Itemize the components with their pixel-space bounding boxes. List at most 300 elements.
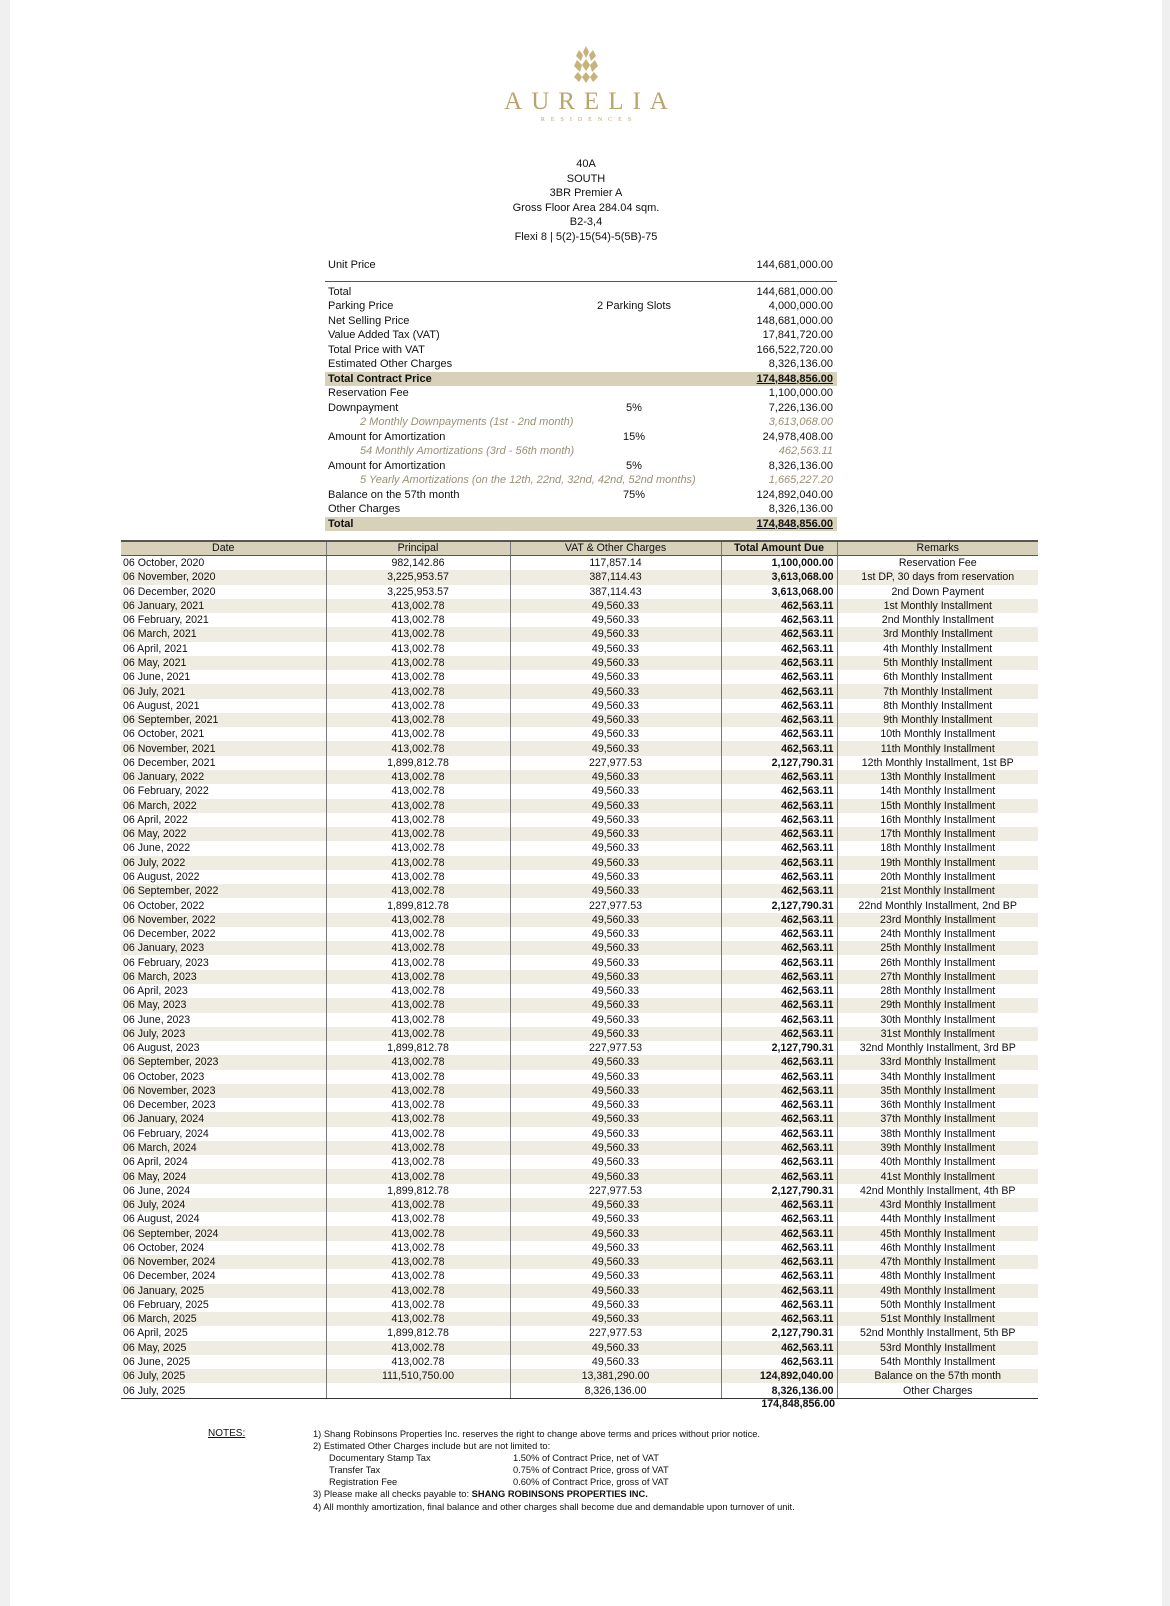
summary-label: Parking Price bbox=[328, 300, 394, 312]
row-remarks: 9th Monthly Installment bbox=[837, 713, 1038, 727]
row-total: 2,127,790.31 bbox=[721, 1184, 837, 1198]
row-principal: 413,002.78 bbox=[326, 1070, 510, 1084]
row-date: 06 September, 2024 bbox=[121, 1226, 326, 1240]
row-vat: 49,560.33 bbox=[510, 727, 721, 741]
summary-label: Value Added Tax (VAT) bbox=[328, 329, 440, 341]
row-total: 2,127,790.31 bbox=[721, 1326, 837, 1340]
summary-row bbox=[325, 285, 837, 300]
row-remarks: 37th Monthly Installment bbox=[837, 1112, 1038, 1126]
row-remarks: 3rd Monthly Installment bbox=[837, 627, 1038, 641]
row-vat: 49,560.33 bbox=[510, 941, 721, 955]
row-remarks: 8th Monthly Installment bbox=[883, 699, 993, 712]
header-date: Date bbox=[121, 541, 326, 556]
row-principal: 413,002.78 bbox=[326, 884, 510, 898]
table-row bbox=[121, 1255, 1038, 1269]
row-remarks: 50th Monthly Installment bbox=[880, 1298, 996, 1311]
row-remarks: 23rd Monthly Installment bbox=[837, 913, 1038, 927]
row-vat: 49,560.33 bbox=[510, 998, 721, 1012]
table-row bbox=[121, 970, 1038, 984]
row-total: 462,563.11 bbox=[721, 1255, 837, 1269]
summary-row bbox=[325, 459, 837, 474]
row-vat: 49,560.33 bbox=[510, 856, 721, 870]
row-date: 06 August, 2024 bbox=[121, 1212, 326, 1226]
row-vat: 49,560.33 bbox=[510, 1255, 721, 1269]
row-remarks: 10th Monthly Installment bbox=[880, 728, 996, 741]
table-row bbox=[121, 870, 1038, 884]
row-vat: 227,977.53 bbox=[510, 898, 721, 912]
row-total: 462,563.11 bbox=[721, 613, 837, 627]
row-principal: 413,002.78 bbox=[326, 941, 510, 955]
brand-name: AURELIA bbox=[504, 88, 677, 115]
unit-scheme: Flexi 8 | 5(2)-15(54)-5(5B)-75 bbox=[514, 230, 658, 243]
row-total: 462,563.11 bbox=[721, 799, 837, 813]
row-date: 06 June, 2022 bbox=[121, 841, 326, 855]
notes bbox=[313, 1428, 795, 1513]
row-principal: 413,002.78 bbox=[326, 1226, 510, 1240]
row-principal: 413,002.78 bbox=[326, 1241, 510, 1255]
row-remarks: 17th Monthly Installment bbox=[837, 827, 1038, 841]
row-date: 06 April, 2022 bbox=[121, 813, 326, 827]
row-total: 462,563.11 bbox=[721, 827, 837, 841]
unit-number: 40A bbox=[576, 158, 596, 170]
row-date: 06 February, 2022 bbox=[121, 784, 326, 798]
summary-value: 174,848,856.00 bbox=[756, 372, 833, 385]
row-total: 462,563.11 bbox=[721, 998, 837, 1012]
row-remarks: 11th Monthly Installment bbox=[837, 741, 1038, 755]
table-row bbox=[121, 1212, 1038, 1226]
row-vat: 49,560.33 bbox=[510, 1070, 721, 1084]
summary-row bbox=[325, 517, 837, 532]
table-row bbox=[121, 984, 1038, 998]
row-date: 06 January, 2021 bbox=[121, 599, 326, 613]
row-principal: 413,002.78 bbox=[326, 1198, 510, 1212]
row-date: 06 February, 2025 bbox=[121, 1298, 326, 1312]
table-row bbox=[121, 656, 1038, 670]
row-total: 462,563.11 bbox=[721, 1084, 837, 1098]
row-remarks: 2nd Monthly Installment bbox=[881, 614, 994, 627]
row-principal: 3,225,953.57 bbox=[326, 585, 510, 599]
row-total: 462,563.11 bbox=[721, 1284, 837, 1298]
row-total: 462,563.11 bbox=[721, 1141, 837, 1155]
row-total: 462,563.11 bbox=[721, 1212, 837, 1226]
summary-row bbox=[325, 430, 837, 445]
row-vat: 49,560.33 bbox=[510, 1127, 721, 1141]
row-total: 462,563.11 bbox=[721, 741, 837, 755]
summary-label: Net Selling Price bbox=[328, 314, 410, 327]
row-remarks: 52nd Monthly Installment, 5th BP bbox=[860, 1327, 1016, 1340]
row-principal: 413,002.78 bbox=[326, 642, 510, 656]
unit-parking: B2-3,4 bbox=[569, 216, 603, 229]
row-principal: 413,002.78 bbox=[326, 1013, 510, 1027]
row-date: 06 July, 2023 bbox=[121, 1027, 326, 1041]
summary-row bbox=[325, 488, 837, 503]
summary-label: Estimated Other Charges bbox=[328, 358, 453, 370]
table-row bbox=[121, 699, 1038, 713]
row-principal: 413,002.78 bbox=[326, 984, 510, 998]
row-total: 2,127,790.31 bbox=[721, 756, 837, 770]
row-remarks: 19th Monthly Installment bbox=[837, 856, 1038, 870]
row-vat: 49,560.33 bbox=[510, 1098, 721, 1112]
row-remarks: 28th Monthly Installment bbox=[880, 985, 996, 998]
row-principal: 413,002.78 bbox=[326, 599, 510, 613]
schedule-header-row bbox=[121, 541, 1038, 556]
row-principal: 413,002.78 bbox=[326, 1269, 510, 1283]
row-principal: 413,002.78 bbox=[326, 684, 510, 698]
row-total: 462,563.11 bbox=[721, 1055, 837, 1069]
row-total: 462,563.11 bbox=[721, 856, 837, 870]
row-date: 06 March, 2024 bbox=[121, 1141, 326, 1155]
row-total: 462,563.11 bbox=[721, 642, 837, 656]
logo bbox=[10, 44, 1162, 123]
row-total: 462,563.11 bbox=[721, 884, 837, 898]
row-principal: 413,002.78 bbox=[326, 856, 510, 870]
summary-value: 8,326,136.00 bbox=[768, 459, 833, 472]
row-remarks: 30th Monthly Installment bbox=[880, 1013, 996, 1026]
row-remarks: 53rd Monthly Installment bbox=[837, 1341, 1038, 1355]
row-remarks: 39th Monthly Installment bbox=[837, 1141, 1038, 1155]
table-row bbox=[121, 1383, 1038, 1398]
table-row bbox=[121, 1127, 1038, 1141]
summary-value: 1,100,000.00 bbox=[768, 387, 833, 399]
row-principal: 413,002.78 bbox=[326, 1098, 510, 1112]
grand-total: 174,848,856.00 bbox=[761, 1398, 835, 1410]
table-row bbox=[121, 998, 1038, 1012]
row-date: 06 May, 2021 bbox=[121, 656, 326, 670]
table-row bbox=[121, 1041, 1038, 1055]
row-principal: 413,002.78 bbox=[326, 970, 510, 984]
row-date: 06 January, 2023 bbox=[121, 941, 326, 955]
table-row bbox=[121, 642, 1038, 656]
row-vat: 49,560.33 bbox=[510, 1141, 721, 1155]
row-date: 06 March, 2022 bbox=[121, 799, 326, 813]
row-principal: 413,002.78 bbox=[326, 1169, 510, 1183]
table-row bbox=[121, 1326, 1038, 1340]
row-principal: 413,002.78 bbox=[326, 913, 510, 927]
row-principal: 413,002.78 bbox=[326, 799, 510, 813]
summary-label: Total bbox=[328, 285, 352, 298]
row-vat: 227,977.53 bbox=[510, 1041, 721, 1055]
summary-value: 8,326,136.00 bbox=[768, 358, 833, 370]
row-total: 462,563.11 bbox=[721, 1226, 837, 1240]
row-remarks: 33rd Monthly Installment bbox=[837, 1055, 1038, 1069]
row-vat: 49,560.33 bbox=[510, 841, 721, 855]
row-remarks: 2nd Down Payment bbox=[891, 585, 984, 598]
row-date: 06 April, 2025 bbox=[121, 1326, 326, 1340]
row-remarks: 38th Monthly Installment bbox=[880, 1127, 996, 1140]
row-principal: 413,002.78 bbox=[326, 699, 510, 713]
row-vat: 13,381,290.00 bbox=[510, 1369, 721, 1383]
summary-value: 174,848,856.00 bbox=[756, 517, 833, 530]
summary-row bbox=[325, 473, 837, 488]
row-principal: 1,899,812.78 bbox=[326, 1326, 510, 1340]
summary-value: 7,226,136.00 bbox=[768, 401, 833, 414]
row-remarks: 21st Monthly Installment bbox=[837, 884, 1038, 898]
row-remarks: 24th Monthly Installment bbox=[880, 928, 996, 941]
summary-percent: 2 Parking Slots bbox=[597, 300, 671, 312]
summary-rows bbox=[325, 285, 837, 532]
summary-label: Balance on the 57th month bbox=[328, 488, 460, 501]
summary-sublabel: 5 Yearly Amortizations (on the 12th, 22nd, 32nd, 42nd, 52nd months) bbox=[360, 474, 696, 486]
row-remarks: 15th Monthly Installment bbox=[837, 799, 1038, 813]
table-row bbox=[121, 1055, 1038, 1069]
aurelia-leaf-icon bbox=[568, 44, 604, 84]
row-total: 462,563.11 bbox=[721, 841, 837, 855]
table-row bbox=[121, 1226, 1038, 1240]
table-row bbox=[121, 570, 1038, 584]
row-total: 462,563.11 bbox=[721, 1298, 837, 1312]
row-principal bbox=[326, 1383, 510, 1398]
row-date: 06 December, 2021 bbox=[121, 756, 326, 770]
row-vat: 49,560.33 bbox=[510, 799, 721, 813]
row-date: 06 March, 2023 bbox=[121, 970, 326, 984]
row-total: 2,127,790.31 bbox=[721, 1041, 837, 1055]
table-row bbox=[121, 1155, 1038, 1169]
summary-percent: 5% bbox=[626, 459, 642, 472]
row-remarks: 35th Monthly Installment bbox=[837, 1084, 1038, 1098]
row-vat: 49,560.33 bbox=[510, 1084, 721, 1098]
row-total: 462,563.11 bbox=[721, 1341, 837, 1355]
table-row bbox=[121, 1169, 1038, 1183]
row-vat: 49,560.33 bbox=[510, 1269, 721, 1283]
row-date: 06 July, 2022 bbox=[121, 856, 326, 870]
summary-value: 144,681,000.00 bbox=[756, 259, 833, 271]
summary-row bbox=[325, 415, 837, 430]
row-remarks: 13th Monthly Installment bbox=[837, 770, 1038, 784]
unit-info bbox=[10, 157, 1162, 245]
row-date: 06 July, 2024 bbox=[121, 1198, 326, 1212]
row-vat: 49,560.33 bbox=[510, 884, 721, 898]
row-total: 462,563.11 bbox=[721, 1112, 837, 1126]
row-date: 06 May, 2023 bbox=[121, 998, 326, 1012]
row-total: 462,563.11 bbox=[721, 627, 837, 641]
row-vat: 49,560.33 bbox=[510, 1341, 721, 1355]
row-total: 462,563.11 bbox=[721, 1198, 837, 1212]
row-date: 06 October, 2024 bbox=[121, 1241, 326, 1255]
row-total: 462,563.11 bbox=[721, 1312, 837, 1326]
row-vat: 49,560.33 bbox=[510, 627, 721, 641]
row-total: 462,563.11 bbox=[721, 870, 837, 884]
note-1: 1) Shang Robinsons Properties Inc. reserves the right to change above terms and prices without prior notice. bbox=[313, 1429, 761, 1439]
row-total: 2,127,790.31 bbox=[721, 898, 837, 912]
row-principal: 413,002.78 bbox=[326, 1055, 510, 1069]
row-vat: 49,560.33 bbox=[510, 1013, 721, 1027]
row-principal: 413,002.78 bbox=[326, 1112, 510, 1126]
charge-value: 0.75% of Contract Price, gross of VAT bbox=[513, 1465, 669, 1476]
row-vat: 49,560.33 bbox=[510, 670, 721, 684]
table-row bbox=[121, 713, 1038, 727]
row-remarks: 7th Monthly Installment bbox=[837, 684, 1038, 698]
table-row bbox=[121, 1284, 1038, 1298]
row-vat: 387,114.43 bbox=[510, 585, 721, 599]
row-principal: 413,002.78 bbox=[326, 1255, 510, 1269]
row-date: 06 June, 2023 bbox=[121, 1013, 326, 1027]
table-row bbox=[121, 1198, 1038, 1212]
row-remarks: 45th Monthly Installment bbox=[837, 1226, 1038, 1240]
row-date: 06 August, 2022 bbox=[121, 870, 326, 884]
table-row bbox=[121, 941, 1038, 955]
row-principal: 3,225,953.57 bbox=[326, 570, 510, 584]
table-row bbox=[121, 884, 1038, 898]
price-summary bbox=[325, 258, 837, 531]
row-total: 462,563.11 bbox=[721, 970, 837, 984]
row-date: 06 January, 2022 bbox=[121, 770, 326, 784]
row-total: 462,563.11 bbox=[721, 1355, 837, 1369]
summary-label: Total Contract Price bbox=[328, 372, 432, 385]
table-row bbox=[121, 1070, 1038, 1084]
row-date: 06 April, 2021 bbox=[121, 642, 326, 656]
summary-row bbox=[325, 314, 837, 329]
row-remarks: 32nd Monthly Installment, 3rd BP bbox=[859, 1042, 1016, 1055]
row-remarks: Reservation Fee bbox=[898, 557, 977, 570]
row-vat: 49,560.33 bbox=[510, 784, 721, 798]
table-row bbox=[121, 556, 1038, 571]
table-row bbox=[121, 627, 1038, 641]
table-row bbox=[121, 741, 1038, 755]
row-remarks: Balance on the 57th month bbox=[837, 1369, 1038, 1383]
row-total: 462,563.11 bbox=[721, 941, 837, 955]
row-date: 06 October, 2021 bbox=[121, 727, 326, 741]
summary-row bbox=[325, 401, 837, 416]
row-date: 06 October, 2023 bbox=[121, 1070, 326, 1084]
row-total: 462,563.11 bbox=[721, 784, 837, 798]
table-row bbox=[121, 784, 1038, 798]
table-row bbox=[121, 955, 1038, 969]
table-row bbox=[121, 684, 1038, 698]
row-date: 06 January, 2025 bbox=[121, 1284, 326, 1298]
row-vat: 49,560.33 bbox=[510, 813, 721, 827]
summary-label: Total bbox=[328, 517, 354, 530]
row-date: 06 February, 2021 bbox=[121, 613, 326, 627]
table-row bbox=[121, 1341, 1038, 1355]
summary-value: 148,681,000.00 bbox=[756, 314, 833, 327]
row-date: 06 July, 2025 bbox=[121, 1383, 326, 1398]
table-row bbox=[121, 613, 1038, 627]
row-date: 06 March, 2025 bbox=[121, 1312, 326, 1326]
row-remarks: 40th Monthly Installment bbox=[880, 1156, 996, 1169]
row-vat: 49,560.33 bbox=[510, 699, 721, 713]
charge-item bbox=[313, 1452, 795, 1464]
row-date: 06 November, 2021 bbox=[121, 741, 326, 755]
summary-label: Unit Price bbox=[328, 259, 376, 271]
schedule-body bbox=[121, 556, 1038, 1399]
summary-percent: 15% bbox=[622, 430, 646, 443]
row-remarks: 34th Monthly Installment bbox=[880, 1070, 996, 1083]
table-row bbox=[121, 841, 1038, 855]
summary-value: 124,892,040.00 bbox=[756, 488, 833, 501]
row-principal: 413,002.78 bbox=[326, 727, 510, 741]
row-remarks: 12th Monthly Installment, 1st BP bbox=[861, 756, 1014, 769]
row-remarks: 25th Monthly Installment bbox=[837, 941, 1038, 955]
row-date: 06 September, 2021 bbox=[121, 713, 326, 727]
summary-value: 24,978,408.00 bbox=[762, 430, 833, 443]
charge-item bbox=[313, 1476, 795, 1488]
table-row bbox=[121, 1098, 1038, 1112]
table-row bbox=[121, 813, 1038, 827]
charge-value: 1.50% of Contract Price, net of VAT bbox=[513, 1453, 659, 1464]
row-date: 06 July, 2025 bbox=[121, 1369, 326, 1383]
row-vat: 49,560.33 bbox=[510, 656, 721, 670]
row-principal: 413,002.78 bbox=[326, 656, 510, 670]
row-date: 06 May, 2025 bbox=[121, 1341, 326, 1355]
summary-value: 4,000,000.00 bbox=[768, 300, 833, 312]
row-principal: 413,002.78 bbox=[326, 713, 510, 727]
row-remarks: 29th Monthly Installment bbox=[837, 998, 1038, 1012]
row-vat: 49,560.33 bbox=[510, 1027, 721, 1041]
row-total: 462,563.11 bbox=[721, 1098, 837, 1112]
row-date: 06 May, 2022 bbox=[121, 827, 326, 841]
row-total: 462,563.11 bbox=[721, 670, 837, 684]
row-principal: 413,002.78 bbox=[326, 1284, 510, 1298]
summary-label: Downpayment bbox=[328, 401, 399, 414]
header-vat: VAT & Other Charges bbox=[510, 541, 721, 556]
row-remarks: 51st Monthly Installment bbox=[837, 1312, 1038, 1326]
row-total: 462,563.11 bbox=[721, 1269, 837, 1283]
row-principal: 413,002.78 bbox=[326, 670, 510, 684]
row-principal: 413,002.78 bbox=[326, 1155, 510, 1169]
table-row bbox=[121, 1298, 1038, 1312]
row-total: 462,563.11 bbox=[721, 955, 837, 969]
table-row bbox=[121, 927, 1038, 941]
statement-page bbox=[10, 0, 1162, 1606]
row-vat: 227,977.53 bbox=[510, 1326, 721, 1340]
row-principal: 413,002.78 bbox=[326, 998, 510, 1012]
table-row bbox=[121, 1355, 1038, 1369]
row-remarks: Other Charges bbox=[837, 1383, 1038, 1398]
row-date: 06 November, 2023 bbox=[121, 1084, 326, 1098]
row-vat: 49,560.33 bbox=[510, 1212, 721, 1226]
row-remarks: 47th Monthly Installment bbox=[837, 1255, 1038, 1269]
row-remarks: 18th Monthly Installment bbox=[880, 842, 996, 855]
row-total: 462,563.11 bbox=[721, 1155, 837, 1169]
row-principal: 413,002.78 bbox=[326, 741, 510, 755]
table-row bbox=[121, 599, 1038, 613]
table-row bbox=[121, 1112, 1038, 1126]
row-remarks: 26th Monthly Installment bbox=[880, 956, 996, 969]
row-remarks: 36th Monthly Installment bbox=[880, 1099, 996, 1112]
row-date: 06 March, 2021 bbox=[121, 627, 326, 641]
row-vat: 49,560.33 bbox=[510, 1112, 721, 1126]
charge-item bbox=[313, 1464, 795, 1476]
row-date: 06 January, 2024 bbox=[121, 1112, 326, 1126]
row-total: 462,563.11 bbox=[721, 770, 837, 784]
charge-value: 0.60% of Contract Price, gross of VAT bbox=[513, 1477, 669, 1488]
table-row bbox=[121, 727, 1038, 741]
row-vat: 227,977.53 bbox=[510, 756, 721, 770]
row-vat: 49,560.33 bbox=[510, 913, 721, 927]
table-row bbox=[121, 1141, 1038, 1155]
row-date: 06 July, 2021 bbox=[121, 684, 326, 698]
row-total: 462,563.11 bbox=[721, 813, 837, 827]
row-total: 462,563.11 bbox=[721, 1169, 837, 1183]
summary-row bbox=[325, 502, 837, 517]
row-vat: 49,560.33 bbox=[510, 741, 721, 755]
notes-label: NOTES: bbox=[208, 1428, 246, 1439]
row-remarks: 14th Monthly Installment bbox=[880, 785, 996, 798]
row-remarks: 44th Monthly Installment bbox=[880, 1213, 996, 1226]
row-principal: 1,899,812.78 bbox=[326, 756, 510, 770]
summary-value: 3,613,068.00 bbox=[768, 416, 833, 428]
row-remarks: 27th Monthly Installment bbox=[837, 970, 1038, 984]
row-total: 1,100,000.00 bbox=[721, 556, 837, 571]
summary-row bbox=[325, 372, 837, 387]
row-principal: 1,899,812.78 bbox=[326, 898, 510, 912]
row-vat: 49,560.33 bbox=[510, 827, 721, 841]
row-vat: 49,560.33 bbox=[510, 927, 721, 941]
row-total: 462,563.11 bbox=[721, 1241, 837, 1255]
row-principal: 413,002.78 bbox=[326, 1027, 510, 1041]
summary-percent: 75% bbox=[622, 488, 646, 501]
table-row bbox=[121, 1184, 1038, 1198]
